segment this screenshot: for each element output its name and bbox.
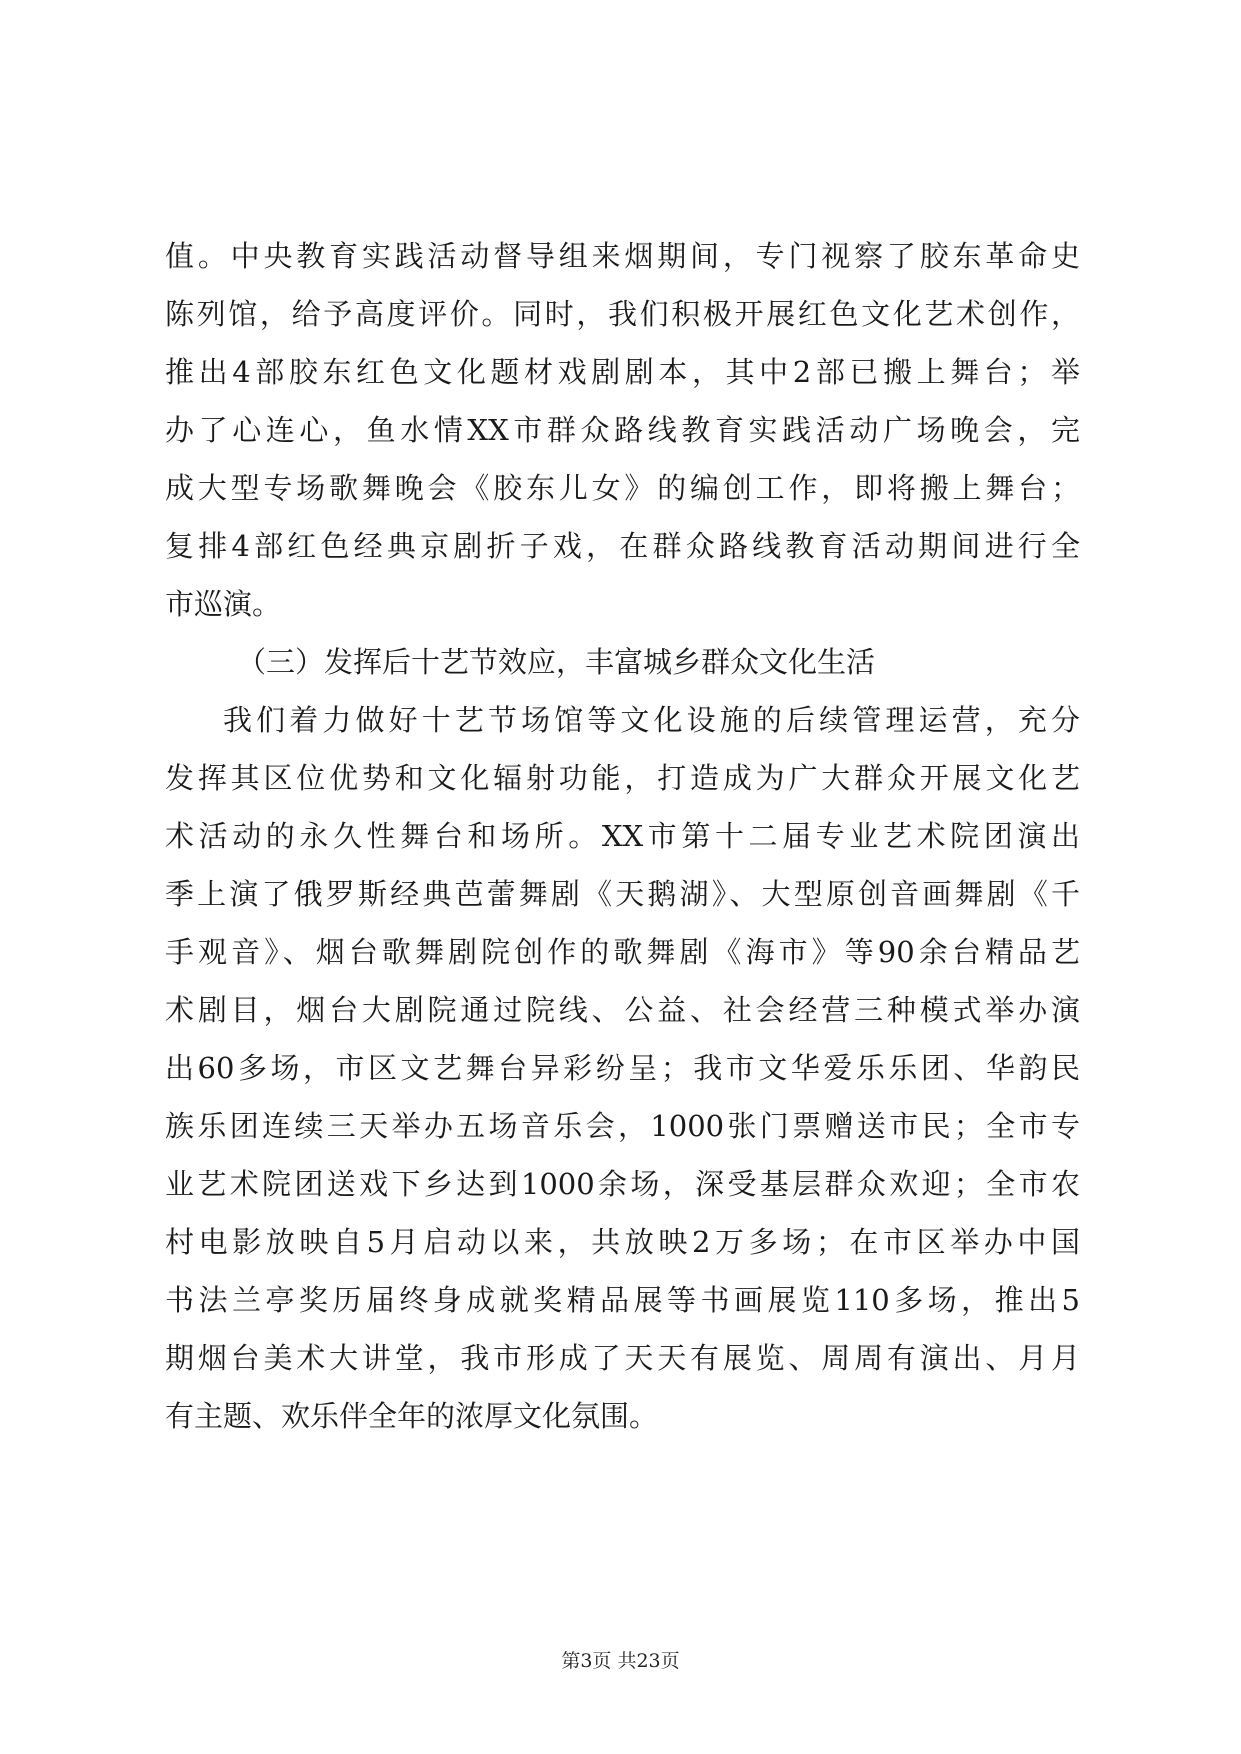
paragraph-line: 市巡演。 (165, 587, 282, 621)
paragraph-line: 业艺术院团送戏下乡达到1000余场，深受基层群众欢迎；全市农 (165, 1167, 1080, 1201)
paragraph-line: 术活动的永久性舞台和场所。XX市第十二届专业艺术院团演出 (165, 819, 1080, 853)
paragraph-line: 推出4部胶东红色文化题材戏剧剧本，其中2部已搬上舞台；举 (165, 355, 1080, 389)
paragraph-line: 季上演了俄罗斯经典芭蕾舞剧《天鹅湖》、大型原创音画舞剧《千 (165, 877, 1080, 911)
paragraph-line: 复排4部红色经典京剧折子戏，在群众路线教育活动期间进行全 (165, 529, 1080, 563)
paragraph-line: 值。中央教育实践活动督导组来烟期间，专门视察了胶东革命史 (165, 239, 1080, 273)
paragraph-line: 出60多场，市区文艺舞台异彩纷呈；我市文华爱乐乐团、华韵民 (165, 1051, 1080, 1085)
page-number-footer: 第3页 共23页 (561, 1650, 680, 1672)
paragraph-line: 我们着力做好十艺节场馆等文化设施的后续管理运营，充分 (223, 703, 1080, 737)
paragraph-line: 术剧目，烟台大剧院通过院线、公益、社会经营三种模式举办演 (165, 993, 1080, 1027)
paragraph-line: 办了心连心，鱼水情XX市群众路线教育实践活动广场晚会，完 (165, 413, 1080, 447)
paragraph-line: 手观音》、烟台歌舞剧院创作的歌舞剧《海市》等90余台精品艺 (165, 935, 1080, 969)
paragraph-line: 成大型专场歌舞晚会《胶东儿女》的编创工作，即将搬上舞台； (165, 471, 1080, 505)
paragraph-line: 期烟台美术大讲堂，我市形成了天天有展览、周周有演出、月月 (165, 1341, 1080, 1375)
paragraph-line: 陈列馆，给予高度评价。同时，我们积极开展红色文化艺术创作， (165, 297, 1080, 331)
paragraph-line: 族乐团连续三天举办五场音乐会，1000张门票赠送市民；全市专 (165, 1109, 1080, 1143)
paragraph-line: 村电影放映自5月启动以来，共放映2万多场；在市区举办中国 (165, 1225, 1080, 1259)
paragraph-line: 发挥其区位优势和文化辐射功能，打造成为广大群众开展文化艺 (165, 761, 1080, 795)
paragraph-line: 有主题、欢乐伴全年的浓厚文化氛围。 (165, 1399, 659, 1433)
section-heading: （三）发挥后十艺节效应，丰富城乡群众文化生活 (237, 645, 876, 679)
paragraph-line: 书法兰亭奖历届终身成就奖精品展等书画展览110多场，推出5 (165, 1283, 1080, 1317)
